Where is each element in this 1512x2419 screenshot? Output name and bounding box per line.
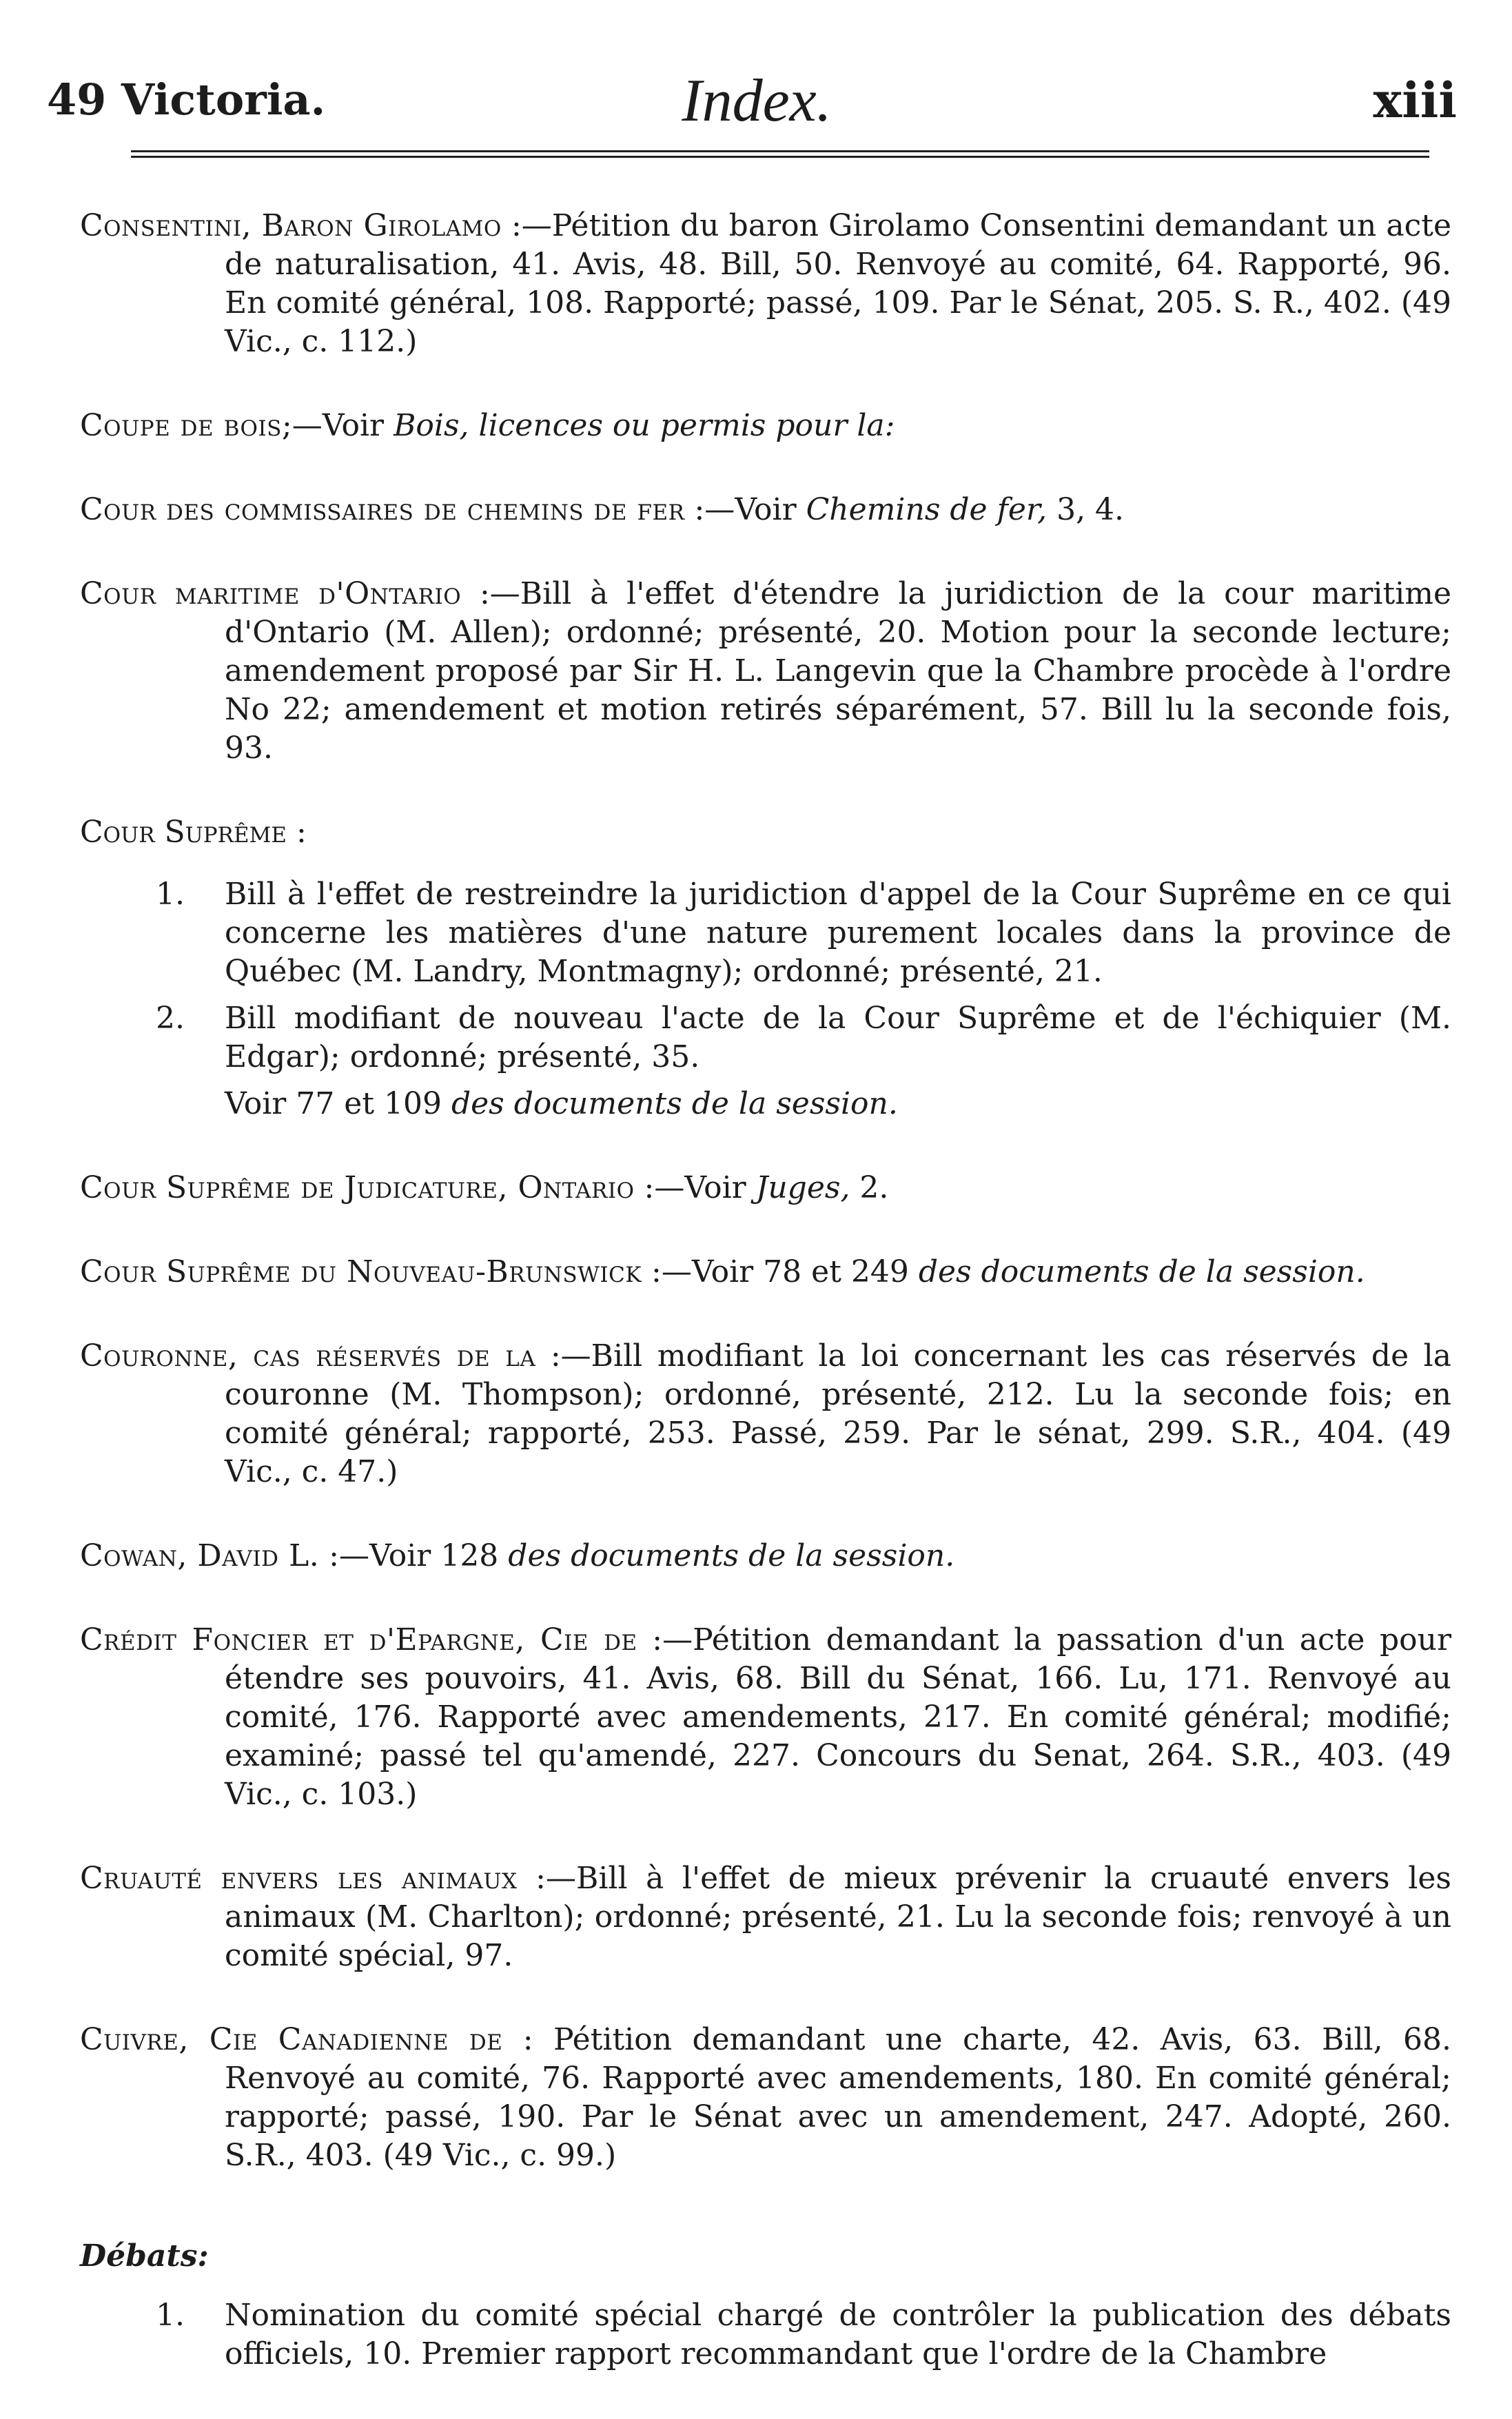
entry-heading: Coupe de bois bbox=[80, 408, 282, 443]
entry-reference: des documents de la session. bbox=[508, 1538, 955, 1573]
page-header bbox=[43, 26, 1471, 157]
entry-heading: Cour Suprême de Judicature, Ontario bbox=[80, 1170, 635, 1205]
entry-heading: Crédit Foncier et d'Epargne, Cie de bbox=[80, 1622, 637, 1657]
entry-text: Pétition demandant une charte, 42. Avis, 63. Bill, 68. Renvoyé au comité, 76. Rapporté avec amendements, 180. En comité général; rapporté; passé, 190. Par le Sénat avec un amendement, 247. Adopté, 260. S.R., 403. (49 Vic., c. 99.) bbox=[225, 2022, 1451, 2173]
entry-text: Voir 128 bbox=[369, 1538, 509, 1573]
header-page-number: xiii bbox=[1373, 72, 1457, 129]
item-text: Nomination du comité spécial chargé de contrôler la publication des débats officiels, 10. Premier rapport recommandant que l'ordre de la Chambre bbox=[225, 2298, 1451, 2371]
item-number: 2. bbox=[156, 1001, 185, 1036]
index-body bbox=[80, 207, 1451, 2419]
entry-heading: Couronne, cas réservés de la bbox=[80, 1338, 536, 1374]
header-title: Index. bbox=[682, 68, 832, 134]
index-entry: Cour Suprême de Judicature, Ontario :—Voir Juges, 2. bbox=[80, 1170, 889, 1205]
entry-heading: Cowan, David L. bbox=[80, 1538, 320, 1573]
numbered-list bbox=[80, 2296, 1451, 2374]
list-item bbox=[80, 875, 1451, 991]
entry-text: Bill modifiant la loi concernant les cas réservés de la couronne (M. Thompson); ordonné, présenté, 212. Lu la seconde fois; en comité général; rapporté, 253. Passé, 259. Par le sénat, 299. S.R., 404. (49 Vic., c. 47.) bbox=[225, 1338, 1451, 1489]
list-item bbox=[80, 2296, 1451, 2374]
header-volume: 49 Victoria. bbox=[47, 74, 326, 125]
entry-heading: Cour des commissaires de chemins de fer bbox=[80, 492, 685, 527]
index-entry: Coupe de bois;—Voir Bois, licences ou permis pour la: bbox=[80, 408, 895, 443]
header-rule-top bbox=[131, 150, 1429, 152]
entry-reference: Juges, bbox=[755, 1170, 850, 1205]
entry-text: Bill à l'effet d'étendre la juridiction de la cour maritime d'Ontario (M. Allen); ordonné; présenté, 20. Motion pour la seconde lecture; amendement proposé par Sir H. L. Langevin que la Chambre procède à l'ordre No 22; amendement et motion retirés séparément, 57. Bill lu la seconde fois, 93. bbox=[225, 576, 1451, 766]
entry-heading: Cruauté envers les animaux bbox=[80, 1861, 518, 1896]
section-heading-debats: Débats: bbox=[80, 2238, 209, 2274]
index-entry: Cuivre, Cie Canadienne de : Pétition demandant une charte, 42. Avis, 63. Bill, 68. Renvoyé au comité, 76. Rapporté avec amendements, 180. En comité général; rapporté; passé, 190. Par le Sénat avec un amendement, 247. Adopté, 260. S.R., 403. (49 Vic., c. 99.) bbox=[80, 2022, 1451, 2173]
entry-text: Pétition du baron Girolamo Consentini demandant un acte de naturalisation, 41. Avis, 48. Bill, 50. Renvoyé au comité, 64. Rapporté, 96. En comité général, 108. Rapporté; passé, 109. Par le Sénat, 205. S. R., 402. (49 Vic., c. 112.) bbox=[225, 208, 1451, 359]
index-entry: Cour des commissaires de chemins de fer :—Voir Chemins de fer, 3, 4. bbox=[80, 492, 1125, 527]
entry-reference: Chemins de fer, bbox=[806, 492, 1048, 527]
item-text: Bill modifiant de nouveau l'acte de la Cour Suprême et de l'échiquier (M. Edgar); ordonné; présenté, 35. bbox=[225, 1001, 1451, 1074]
entry-text: Voir bbox=[684, 1170, 756, 1205]
item-number: 1. bbox=[156, 877, 185, 912]
numbered-list bbox=[80, 875, 1451, 1123]
entry-text: Bill à l'effet de mieux prévenir la cruauté envers les animaux (M. Charlton); ordonné; présenté, 21. Lu la seconde fois; renvoyé à un comité spécial, 97. bbox=[225, 1861, 1452, 1973]
index-entry: Cowan, David L. :—Voir 128 des documents de la session. bbox=[80, 1538, 955, 1573]
entry-text: Voir bbox=[735, 492, 806, 527]
entry-heading: Cour maritime d'Ontario bbox=[80, 576, 462, 611]
entry-text: Voir bbox=[322, 408, 394, 443]
entry-heading: Consentini, Baron Girolamo bbox=[80, 208, 502, 243]
index-entry: Cour Suprême du Nouveau-Brunswick :—Voir 78 et 249 des documents de la session. bbox=[80, 1254, 1365, 1289]
entry-heading: Cour Suprême du Nouveau-Brunswick bbox=[80, 1254, 642, 1289]
entry-reference: Bois, licences ou permis pour la: bbox=[394, 408, 895, 443]
entry-reference: des documents de la session. bbox=[918, 1254, 1365, 1289]
item-number: 1. bbox=[156, 2298, 185, 2333]
index-entry: Cour maritime d'Ontario :—Bill à l'effet d'étendre la juridiction de la cour maritime d'Ontario (M. Allen); ordonné; présenté, 20. Motion pour la seconde lecture; amendement proposé par Sir H. L. Langevin que la Chambre procède à l'ordre No 22; amendement et motion retirés séparément, 57. Bill lu la seconde fois, 93. bbox=[80, 576, 1451, 766]
header-rule-bottom bbox=[131, 156, 1429, 158]
section-heading-cour-supreme: Cour Suprême : bbox=[80, 815, 307, 850]
index-entry: Cruauté envers les animaux :—Bill à l'effet de mieux prévenir la cruauté envers les animaux (M. Charlton); ordonné; présenté, 21. Lu la seconde fois; renvoyé à un comité spécial, 97. bbox=[80, 1861, 1452, 1973]
see-also-note: Voir 77 et 109 des documents de la session. bbox=[225, 1086, 898, 1121]
entry-text: Voir 78 et 249 bbox=[691, 1254, 919, 1289]
index-entry: Consentini, Baron Girolamo :—Pétition du baron Girolamo Consentini demandant un acte de naturalisation, 41. Avis, 48. Bill, 50. Renvoyé au comité, 64. Rapporté, 96. En comité général, 108. Rapporté; passé, 109. Par le Sénat, 205. S. R., 402. (49 Vic., c. 112.) bbox=[80, 208, 1451, 359]
list-item bbox=[80, 999, 1451, 1076]
entry-text: Pétition demandant la passation d'un acte pour étendre ses pouvoirs, 41. Avis, 68. Bill du Sénat, 166. Lu, 171. Renvoyé au comité, 176. Rapporté avec amendements, 217. En comité général; modifié; examiné; passé tel qu'amendé, 227. Concours du Senat, 264. S.R., 403. (49 Vic., c. 103.) bbox=[225, 1622, 1452, 1812]
entry-heading: Cuivre, Cie Canadienne de bbox=[80, 2022, 503, 2057]
item-text: Bill à l'effet de restreindre la juridiction d'appel de la Cour Suprême en ce qui concerne les matières d'une nature purement locales dans la province de Québec (M. Landry, Montmagny); ordonné; présenté, 21. bbox=[225, 877, 1451, 989]
index-entry: Crédit Foncier et d'Epargne, Cie de :—Pétition demandant la passation d'un acte pour étendre ses pouvoirs, 41. Avis, 68. Bill du Sénat, 166. Lu, 171. Renvoyé au comité, 176. Rapporté avec amendements, 217. En comité général; modifié; examiné; passé tel qu'amendé, 227. Concours du Senat, 264. S.R., 403. (49 Vic., c. 103.) bbox=[80, 1622, 1452, 1812]
index-entry: Couronne, cas réservés de la :—Bill modifiant la loi concernant les cas réservés de la couronne (M. Thompson); ordonné, présenté, 212. Lu la seconde fois; en comité général; rapporté, 253. Passé, 259. Par le sénat, 299. S.R., 404. (49 Vic., c. 47.) bbox=[80, 1338, 1451, 1489]
